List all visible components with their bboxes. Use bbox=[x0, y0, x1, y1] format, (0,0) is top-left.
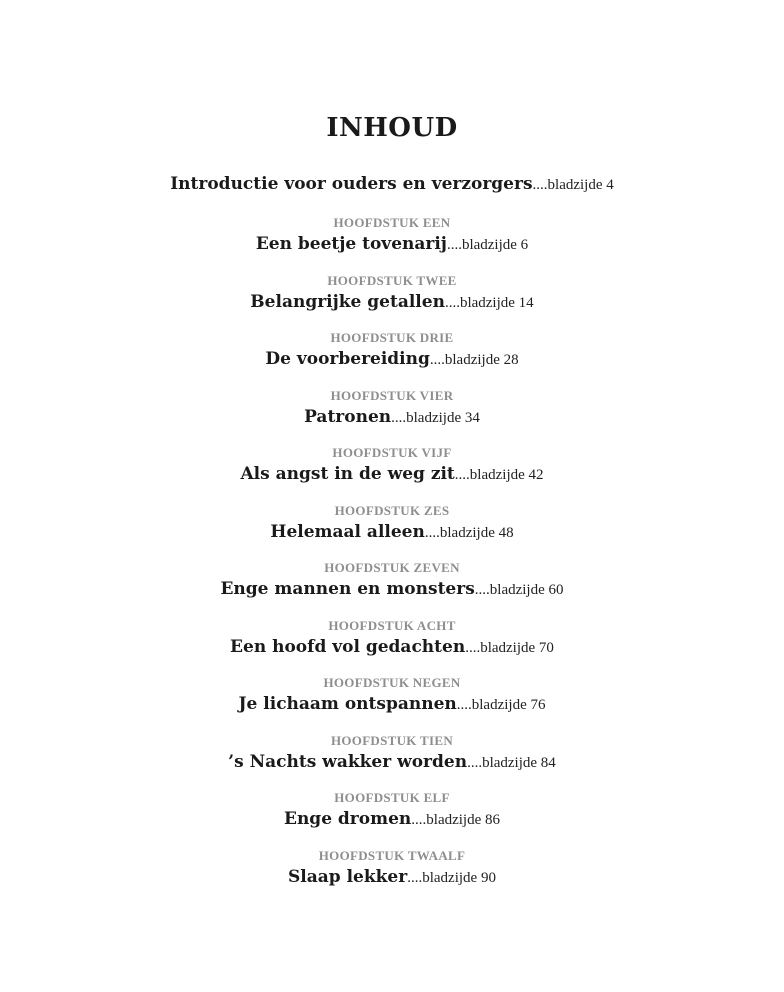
chapter-heading: Helemaal alleen bbox=[270, 521, 425, 542]
page-title: INHOUD bbox=[326, 113, 458, 144]
chapter-entry[interactable] bbox=[0, 674, 784, 732]
chapter-heading: Belangrijke getallen bbox=[250, 291, 445, 312]
dot-leader: .... bbox=[474, 582, 490, 598]
chapter-label: HOOFDSTUK VIER bbox=[330, 387, 454, 403]
dot-leader: .... bbox=[391, 409, 407, 426]
dot-leader: .... bbox=[456, 697, 472, 713]
chapter-label: HOOFDSTUK TWEE bbox=[327, 272, 457, 288]
dot-leader: .... bbox=[454, 467, 470, 483]
chapter-heading: Een hoofd vol gedachten bbox=[230, 636, 466, 657]
chapter-label: HOOFDSTUK ACHT bbox=[328, 617, 456, 633]
chapter-entry[interactable] bbox=[0, 847, 784, 905]
chapter-heading: ’s Nachts wakker worden bbox=[228, 751, 468, 772]
chapter-page-ref: bladzijde 86 bbox=[426, 812, 501, 828]
chapter-page-ref: bladzijde 60 bbox=[489, 582, 564, 598]
dot-leader: .... bbox=[444, 294, 460, 311]
chapter-label: HOOFDSTUK ELF bbox=[334, 790, 450, 805]
dot-leader: .... bbox=[424, 524, 440, 541]
chapter-entry[interactable] bbox=[0, 329, 784, 387]
chapter-heading: Je lichaam ontspannen bbox=[238, 694, 457, 714]
chapter-page-ref: bladzijde 90 bbox=[422, 869, 496, 886]
chapter-heading: Patronen bbox=[304, 406, 392, 427]
chapter-page-ref: bladzijde 84 bbox=[482, 754, 556, 771]
intro-page-ref: bladzijde 4 bbox=[547, 177, 614, 193]
chapter-page-ref: bladzijde 76 bbox=[471, 697, 546, 713]
dot-leader: .... bbox=[465, 639, 481, 656]
chapter-page-ref: bladzijde 28 bbox=[444, 352, 519, 368]
dot-leader: .... bbox=[407, 869, 423, 886]
chapter-label: HOOFDSTUK VIJF bbox=[332, 445, 452, 460]
chapter-heading: Als angst in de weg zit bbox=[240, 464, 455, 484]
chapter-label: HOOFDSTUK TWAALF bbox=[318, 847, 466, 863]
chapter-heading: Slaap lekker bbox=[288, 866, 408, 887]
chapter-label: HOOFDSTUK ZES bbox=[334, 502, 450, 518]
chapter-entry[interactable] bbox=[0, 214, 784, 272]
chapter-entry[interactable] bbox=[0, 444, 784, 502]
chapter-entry[interactable] bbox=[0, 559, 784, 617]
chapter-list bbox=[0, 214, 784, 904]
chapter-entry[interactable] bbox=[0, 272, 784, 330]
chapter-label: HOOFDSTUK TIEN bbox=[330, 732, 454, 748]
chapter-label: HOOFDSTUK ZEVEN bbox=[324, 560, 460, 575]
chapter-page-ref: bladzijde 6 bbox=[461, 237, 529, 253]
chapter-heading: Enge mannen en monsters bbox=[220, 579, 475, 599]
chapter-entry[interactable] bbox=[0, 502, 784, 560]
chapter-label: HOOFDSTUK EEN bbox=[333, 215, 451, 230]
chapter-entry[interactable] bbox=[0, 732, 784, 790]
chapter-label: HOOFDSTUK NEGEN bbox=[323, 675, 461, 690]
chapter-page-ref: bladzijde 70 bbox=[480, 639, 554, 656]
chapter-label: HOOFDSTUK DRIE bbox=[330, 330, 454, 345]
intro-entry[interactable] bbox=[0, 174, 784, 194]
chapter-heading: Enge dromen bbox=[283, 809, 412, 829]
chapter-page-ref: bladzijde 42 bbox=[469, 467, 544, 483]
chapter-heading: Een beetje tovenarij bbox=[255, 234, 447, 254]
dot-leader: .... bbox=[532, 177, 548, 193]
intro-heading: Introductie voor ouders en verzorgers bbox=[170, 174, 533, 194]
chapter-page-ref: bladzijde 48 bbox=[439, 524, 514, 541]
dot-leader: .... bbox=[446, 237, 462, 253]
chapter-page-ref: bladzijde 34 bbox=[406, 409, 480, 426]
chapter-entry[interactable] bbox=[0, 387, 784, 445]
chapter-heading: De voorbereiding bbox=[265, 349, 430, 369]
dot-leader: .... bbox=[467, 754, 483, 771]
chapter-entry[interactable] bbox=[0, 617, 784, 675]
dot-leader: .... bbox=[429, 352, 445, 368]
chapter-page-ref: bladzijde 14 bbox=[459, 294, 534, 311]
dot-leader: .... bbox=[411, 812, 427, 828]
chapter-entry[interactable] bbox=[0, 789, 784, 847]
